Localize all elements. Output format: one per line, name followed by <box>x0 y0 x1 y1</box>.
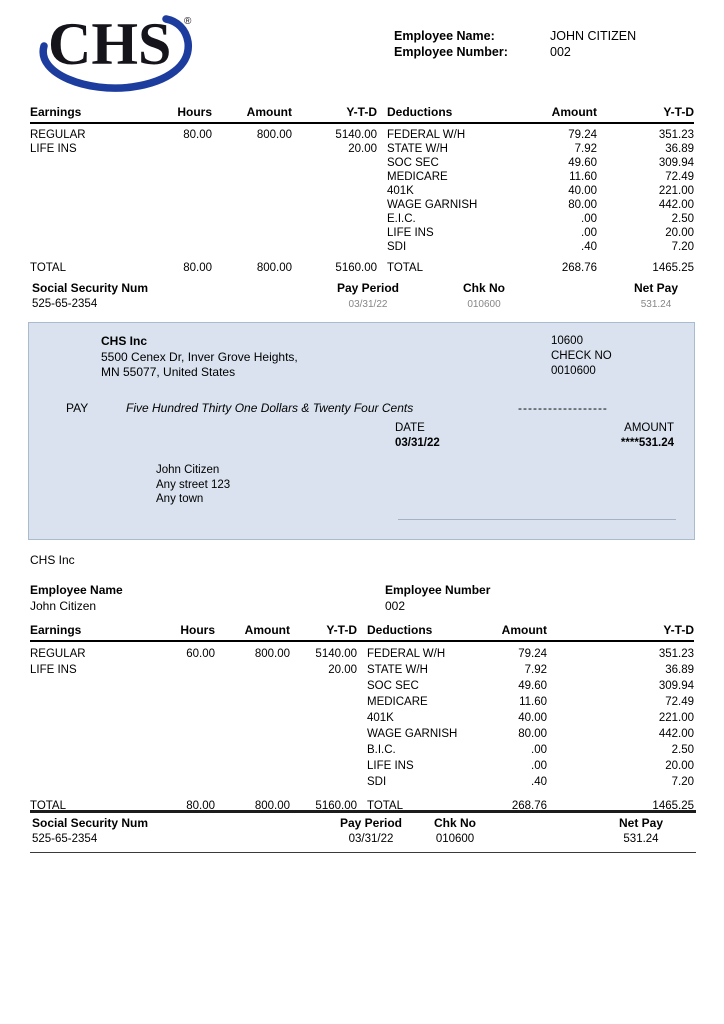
signature-line <box>398 519 676 520</box>
table-cell <box>212 184 292 198</box>
top-summary-band <box>30 281 696 317</box>
table-cell <box>212 226 292 240</box>
table-cell: 36.89 <box>665 664 694 676</box>
check-no-label: CHECK NO <box>551 350 612 362</box>
bottom-net-pay-value: 531.24 <box>623 833 659 845</box>
table-cell: 442.00 <box>658 199 694 211</box>
table-cell <box>215 726 290 742</box>
check-company-address1: 5500 Cenex Dr, Inver Grove Heights, <box>101 349 298 364</box>
registered-mark: ® <box>184 16 192 27</box>
check-amount-block <box>621 421 674 451</box>
bottom-chk-no-value: 010600 <box>435 833 475 845</box>
bottom-employee-number-block <box>385 582 490 614</box>
table-cell: 800.00 <box>256 262 292 274</box>
table-cell: 800.00 <box>254 800 290 812</box>
table-cell <box>150 694 215 710</box>
table-cell <box>212 240 292 254</box>
pay-period-value: 03/31/22 <box>348 299 388 310</box>
payee-address1: Any street 123 <box>156 478 231 491</box>
table-cell: SDI <box>387 241 407 253</box>
pay-line <box>66 401 608 415</box>
table-cell: B.I.C. <box>367 744 396 756</box>
table-cell: TOTAL <box>387 262 423 274</box>
table-cell <box>150 198 212 212</box>
table-cell: .40 <box>581 241 597 253</box>
check-company-block <box>101 334 298 381</box>
table-cell: 80.00 <box>568 199 597 211</box>
table-cell: 1465.25 <box>652 262 694 274</box>
net-pay-block <box>590 281 722 312</box>
table-cell: 309.94 <box>658 680 694 692</box>
table-cell: 40.00 <box>518 712 547 724</box>
table-cell <box>215 758 290 774</box>
table-cell: SOC SEC <box>387 157 439 169</box>
table-cell: TOTAL <box>367 800 403 812</box>
table-cell: 5140.00 <box>315 648 357 660</box>
table-cell <box>150 142 212 156</box>
chk-no-block <box>418 281 550 312</box>
table-cell <box>212 198 292 212</box>
table-cell <box>150 240 212 254</box>
table-cell: .40 <box>531 776 547 788</box>
table-cell <box>290 726 357 742</box>
bottom-net-pay-block <box>575 816 707 847</box>
payee-address2: Any town <box>156 493 204 505</box>
table-cell: REGULAR <box>30 129 86 141</box>
table-cell: 442.00 <box>658 728 694 740</box>
table-cell <box>30 226 150 240</box>
top-earnings-table <box>30 104 694 276</box>
bottom-pay-period-label: Pay Period <box>339 816 403 830</box>
table-cell: LIFE INS <box>30 664 77 676</box>
bottom-chk-no-label: Chk No <box>434 816 476 830</box>
table-cell <box>150 184 212 198</box>
table-cell <box>292 184 377 198</box>
check-number-long: 0010600 <box>551 365 596 377</box>
table-cell <box>292 240 377 254</box>
table-cell: 80.00 <box>518 728 547 740</box>
table-cell <box>215 742 290 758</box>
table-cell <box>150 678 215 694</box>
table-cell: 7.92 <box>524 664 547 676</box>
table-cell <box>30 212 150 226</box>
table-cell <box>150 226 212 240</box>
table-cell: Hours <box>180 623 215 637</box>
table-cell <box>150 662 215 678</box>
table-cell <box>290 758 357 774</box>
table-cell: 268.76 <box>511 800 547 812</box>
table-cell <box>212 170 292 184</box>
table-cell <box>150 726 215 742</box>
bottom-ssn-block <box>32 816 252 847</box>
employee-number-label: Employee Number: <box>394 45 508 59</box>
table-cell: 800.00 <box>254 648 290 660</box>
net-pay-value: 531.24 <box>640 299 672 310</box>
bottom-employee-number-value: 002 <box>385 599 406 613</box>
ssn-block <box>32 281 252 312</box>
table-cell <box>290 694 357 710</box>
bottom-table-header <box>30 622 694 642</box>
table-cell: LIFE INS <box>367 760 414 772</box>
amount-in-words: Five Hundred Thirty One Dollars & Twenty Four Cents <box>126 401 414 415</box>
table-cell <box>30 184 150 198</box>
table-cell: WAGE GARNISH <box>367 728 458 740</box>
table-cell: 49.60 <box>518 680 547 692</box>
table-cell <box>215 662 290 678</box>
bottom-employee-name-block <box>30 582 123 614</box>
table-cell: SOC SEC <box>367 680 419 692</box>
table-cell: 79.24 <box>568 129 597 141</box>
table-cell: 11.60 <box>569 171 597 183</box>
table-cell: Amount <box>246 105 292 119</box>
table-cell: 221.00 <box>658 185 694 197</box>
bottom-table-body <box>30 642 694 790</box>
payee-name: John Citizen <box>156 464 220 476</box>
chs-logo <box>36 8 201 96</box>
table-cell: 80.00 <box>183 262 212 274</box>
table-cell <box>215 774 290 790</box>
table-cell: Amount <box>551 105 597 119</box>
table-cell: STATE W/H <box>367 664 428 676</box>
table-cell: 7.20 <box>671 776 694 788</box>
table-cell: Amount <box>244 623 290 637</box>
table-cell: 49.60 <box>568 157 597 169</box>
check-company-address2: MN 55077, United States <box>101 365 236 379</box>
table-cell <box>292 170 377 184</box>
table-cell <box>292 156 377 170</box>
table-cell <box>150 170 212 184</box>
table-cell <box>150 774 215 790</box>
table-cell: 80.00 <box>186 800 215 812</box>
table-cell: Deductions <box>387 105 453 119</box>
table-cell: E.I.C. <box>387 213 416 225</box>
bottom-employee-name-value: John Citizen <box>30 599 97 613</box>
table-cell: WAGE GARNISH <box>387 199 478 211</box>
table-cell: .00 <box>581 227 597 239</box>
table-cell: Earnings <box>30 105 82 119</box>
table-cell <box>290 774 357 790</box>
table-cell <box>30 774 150 790</box>
employee-name-value: JOHN CITIZEN <box>550 29 637 43</box>
table-cell: 36.89 <box>665 143 694 155</box>
table-cell <box>150 212 212 226</box>
table-cell: 7.92 <box>574 143 597 155</box>
table-cell <box>30 758 150 774</box>
amount-label: AMOUNT <box>624 422 674 434</box>
chk-no-label: Chk No <box>463 281 505 295</box>
table-cell <box>30 170 150 184</box>
employee-header <box>394 28 636 60</box>
bottom-earnings-table <box>30 622 694 814</box>
ssn-label: Social Security Num <box>32 281 149 295</box>
employee-name-label: Employee Name: <box>394 29 495 43</box>
table-cell <box>30 694 150 710</box>
table-cell: 309.94 <box>658 157 694 169</box>
table-cell <box>150 156 212 170</box>
table-cell: 351.23 <box>658 648 694 660</box>
table-cell: 800.00 <box>256 129 292 141</box>
table-cell <box>30 156 150 170</box>
table-cell: 72.49 <box>665 171 694 183</box>
date-value: 03/31/22 <box>395 437 440 449</box>
table-cell: 40.00 <box>568 185 597 197</box>
table-cell: REGULAR <box>30 648 86 660</box>
check-number-block <box>551 334 612 379</box>
table-cell: 72.49 <box>665 696 694 708</box>
table-cell: 20.00 <box>665 760 694 772</box>
check-number-short: 10600 <box>551 335 583 347</box>
table-cell <box>30 240 150 254</box>
table-cell: MEDICARE <box>367 696 428 708</box>
table-cell <box>30 678 150 694</box>
table-cell <box>30 742 150 758</box>
table-cell: 221.00 <box>658 712 694 724</box>
table-cell <box>290 710 357 726</box>
table-cell: 60.00 <box>186 648 215 660</box>
net-pay-label: Net Pay <box>633 281 679 295</box>
table-cell: FEDERAL W/H <box>387 129 466 141</box>
table-cell: LIFE INS <box>387 227 434 239</box>
ssn-value: 525-65-2354 <box>32 298 98 310</box>
table-cell <box>150 742 215 758</box>
table-cell: 351.23 <box>658 129 694 141</box>
table-cell: Hours <box>177 105 212 119</box>
table-cell <box>215 710 290 726</box>
filler-dashes: ------------------ <box>518 401 608 415</box>
table-cell: 5160.00 <box>315 800 357 812</box>
table-cell: Y-T-D <box>663 623 694 637</box>
table-cell <box>290 678 357 694</box>
table-cell: Deductions <box>367 623 433 637</box>
bottom-employee-number-label: Employee Number <box>385 583 491 597</box>
table-cell <box>292 226 377 240</box>
table-cell <box>212 142 292 156</box>
bottom-ssn-label: Social Security Num <box>32 816 149 830</box>
top-table-total-row <box>30 261 694 276</box>
pay-label: PAY <box>66 401 89 415</box>
table-cell: FEDERAL W/H <box>367 648 446 660</box>
top-table-header <box>30 104 694 124</box>
check-section <box>28 322 695 540</box>
table-cell: TOTAL <box>30 262 66 274</box>
bottom-pay-period-value: 03/31/22 <box>348 833 394 845</box>
table-cell: 2.50 <box>671 744 694 756</box>
bottom-ssn-value: 525-65-2354 <box>32 833 98 845</box>
table-cell <box>150 758 215 774</box>
table-cell: 79.24 <box>518 648 547 660</box>
bottom-employee-name-label: Employee Name <box>30 583 123 597</box>
employee-number-row <box>394 44 636 60</box>
table-cell <box>150 710 215 726</box>
bottom-chk-no-block <box>389 816 521 847</box>
table-cell: .00 <box>531 744 547 756</box>
table-cell: 20.00 <box>348 143 377 155</box>
table-cell <box>292 212 377 226</box>
table-cell: 401K <box>367 712 394 724</box>
table-cell: 268.76 <box>561 262 597 274</box>
table-cell: LIFE INS <box>30 143 77 155</box>
chs-logo-graphic <box>36 8 201 96</box>
table-cell <box>290 742 357 758</box>
table-cell <box>212 156 292 170</box>
table-cell <box>30 726 150 742</box>
table-cell: MEDICARE <box>387 171 448 183</box>
date-label: DATE <box>395 422 425 434</box>
bottom-company-name: CHS Inc <box>30 553 75 567</box>
chk-no-value: 010600 <box>467 299 501 310</box>
table-cell: TOTAL <box>30 800 66 812</box>
table-cell: 20.00 <box>665 227 694 239</box>
bottom-summary-band <box>30 810 696 853</box>
table-cell: Y-T-D <box>663 105 694 119</box>
check-date-block <box>395 421 440 451</box>
table-cell: 5160.00 <box>335 262 377 274</box>
table-cell: 5140.00 <box>335 129 377 141</box>
payee-block <box>156 463 230 507</box>
table-cell: Earnings <box>30 623 82 637</box>
table-cell: 2.50 <box>671 213 694 225</box>
table-cell: .00 <box>581 213 597 225</box>
table-cell <box>30 710 150 726</box>
table-cell: Y-T-D <box>326 623 357 637</box>
check-company-name: CHS Inc <box>101 334 148 348</box>
table-cell: STATE W/H <box>387 143 448 155</box>
employee-name-row <box>394 28 636 44</box>
table-cell <box>215 694 290 710</box>
top-table-body <box>30 124 694 254</box>
table-cell: 1465.25 <box>652 800 694 812</box>
table-cell: .00 <box>531 760 547 772</box>
table-cell: 401K <box>387 185 414 197</box>
table-cell <box>215 678 290 694</box>
table-cell: Y-T-D <box>346 105 377 119</box>
amount-value: ****531.24 <box>620 437 674 449</box>
table-cell: 20.00 <box>328 664 357 676</box>
table-cell: 80.00 <box>183 129 212 141</box>
table-cell <box>30 198 150 212</box>
employee-number-value: 002 <box>550 45 571 59</box>
pay-period-label: Pay Period <box>336 281 400 295</box>
table-cell: Amount <box>501 623 547 637</box>
table-cell <box>292 198 377 212</box>
bottom-net-pay-label: Net Pay <box>618 816 664 830</box>
table-cell <box>212 212 292 226</box>
pay-period-block <box>302 281 434 312</box>
table-cell: 7.20 <box>671 241 694 253</box>
table-cell: 11.60 <box>519 696 547 708</box>
table-cell: SDI <box>367 776 387 788</box>
logo-text: CHS <box>48 11 172 77</box>
